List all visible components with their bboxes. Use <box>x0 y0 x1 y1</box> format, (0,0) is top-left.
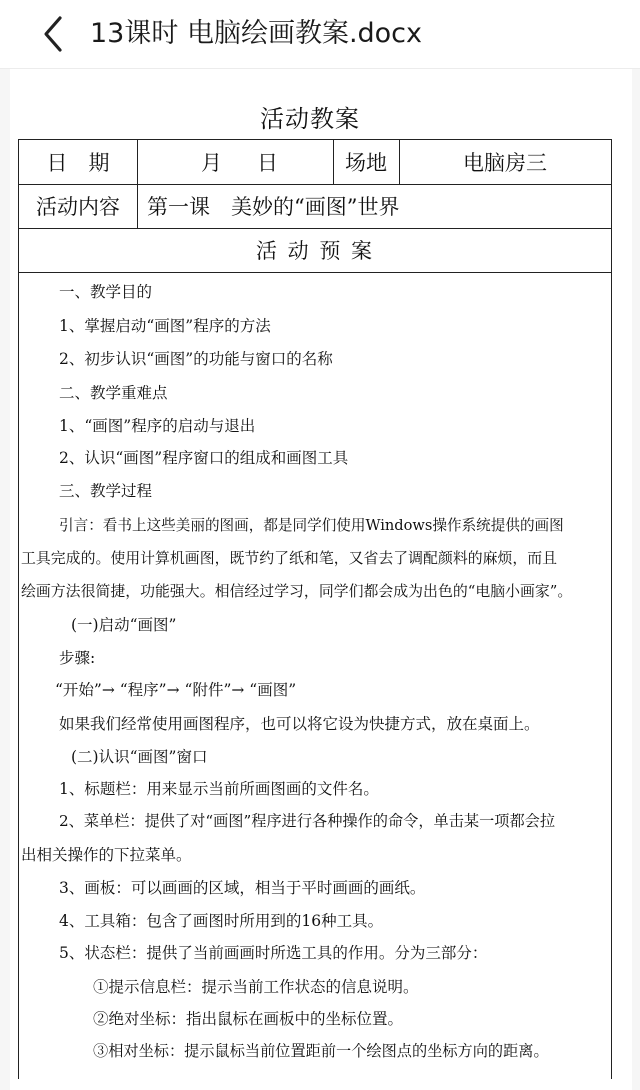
text-line: 出相关操作的下拉菜单。 <box>21 846 192 864</box>
venue-value: 电脑房三 <box>463 151 547 175</box>
document-page <box>10 69 632 1090</box>
app-bar <box>0 0 640 69</box>
venue-label: 场地 <box>345 151 387 175</box>
activity-table <box>18 139 612 1079</box>
text-line: 工具完成的。使用计算机画图，既节约了纸和笔，又省去了调配颜料的麻烦，而且 <box>21 549 558 567</box>
document-viewer[interactable] <box>0 69 640 1090</box>
text-line: ③相对坐标：提示鼠标当前位置距前一个绘图点的坐标方向的距离。 <box>93 1042 549 1060</box>
text-line: 4、工具箱：包含了画图时所用到的16种工具。 <box>59 912 384 930</box>
plan-section-header: 活 动 预 案 <box>255 239 375 263</box>
text-line: 如果我们经常使用画图程序，也可以将它设为快捷方式，放在桌面上。 <box>59 715 540 733</box>
activity-content-label: 活动内容 <box>36 195 120 219</box>
text-line: (二)认识“画图”窗口 <box>71 748 208 766</box>
text-line: 1、标题栏：用来显示当前所画图画的文件名。 <box>59 780 379 798</box>
text-line: 2、菜单栏：提供了对“画图”程序进行各种操作的命令，单击某一项都会拉 <box>59 812 556 830</box>
document-title: 13课时 电脑绘画教案.docx <box>90 18 423 49</box>
chevron-left-icon[interactable] <box>38 14 72 54</box>
text-line: ①提示信息栏：提示当前工作状态的信息说明。 <box>93 978 419 996</box>
table-divider <box>137 140 138 228</box>
text-line: “开始”→ “程序”→ “附件”→ “画图” <box>55 681 297 699</box>
text-line: 1、掌握启动“画图”程序的方法 <box>59 317 271 335</box>
day-label: 日 <box>257 151 278 175</box>
month-label: 月 <box>201 151 222 175</box>
text-line: 5、状态栏：提供了当前画画时所选工具的作用。分为三部分： <box>59 944 488 962</box>
text-line: 3、画板：可以画画的区域，相当于平时画画的画纸。 <box>59 879 426 897</box>
text-line: 步骤: <box>59 649 96 667</box>
plan-title: 活动教案 <box>260 105 360 133</box>
text-line: 三、教学过程 <box>59 482 153 500</box>
table-divider <box>19 272 611 273</box>
text-line: 2、认识“画图”程序窗口的组成和画图工具 <box>59 449 349 467</box>
activity-content-value: 第一课 美妙的“画图”世界 <box>147 195 400 219</box>
text-line: 引言：看书上这些美丽的图画，都是同学们使用Windows操作系统提供的画图 <box>59 517 564 534</box>
text-line: 二、教学重难点 <box>59 384 168 402</box>
text-line: 1、“画图”程序的启动与退出 <box>59 417 256 435</box>
text-line: 绘画方法很简捷，功能强大。相信经过学习，同学们都会成为出色的“电脑小画家”。 <box>21 582 573 600</box>
text-line: 2、初步认识“画图”的功能与窗口的名称 <box>59 350 333 368</box>
text-line: ②绝对坐标：指出鼠标在画板中的坐标位置。 <box>93 1010 404 1028</box>
date-label: 日 期 <box>46 151 110 175</box>
text-line: 一、教学目的 <box>59 283 153 301</box>
text-line: (一)启动“画图” <box>71 616 177 634</box>
